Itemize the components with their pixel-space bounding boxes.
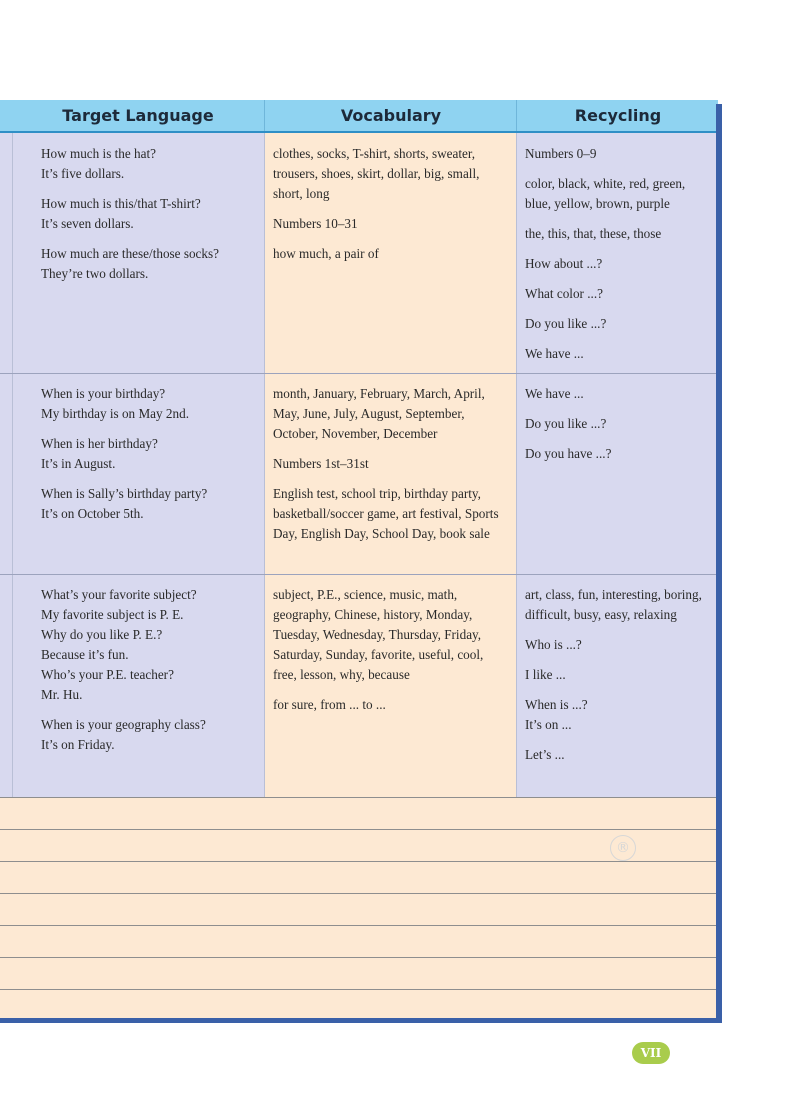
syllabus-table <box>0 100 718 1020</box>
row1-vocabulary <box>273 144 509 274</box>
recycling-item: When is ...? It’s on ... <box>525 697 588 732</box>
vocab-item: English test, school trip, birthday party, basketball/soccer game, art festival, Sports Day, English Day, School Day, book sale <box>273 486 499 541</box>
notes-lined-area <box>0 797 718 1018</box>
target-item: How much are these/those socks? They’re two dollars. <box>41 246 219 281</box>
row2-recycling <box>525 384 713 474</box>
note-line <box>0 989 718 990</box>
row3-recycling <box>525 585 713 775</box>
vocab-item: Numbers 10–31 <box>273 216 358 231</box>
recycling-item: What color ...? <box>525 286 603 301</box>
recycling-item: I like ... <box>525 667 566 682</box>
left-margin-strip <box>0 133 12 797</box>
target-item: When is Sally’s birthday party? It’s on October 5th. <box>41 486 208 521</box>
target-item: When is her birthday? It’s in August. <box>41 436 158 471</box>
row2-vocabulary <box>273 384 509 554</box>
recycling-item: art, class, fun, interesting, boring, difficult, busy, easy, relaxing <box>525 587 702 622</box>
row1-target-language <box>41 144 261 294</box>
row3-target-language <box>41 585 261 765</box>
target-item: How much is this/that T-shirt? It’s seven dollars. <box>41 196 201 231</box>
target-item: When is your geography class? It’s on Friday. <box>41 717 206 752</box>
column-divider <box>516 133 517 797</box>
recycling-item: Do you like ...? <box>525 416 607 431</box>
recycling-item: Who is ...? <box>525 637 582 652</box>
vocab-item: how much, a pair of <box>273 246 379 261</box>
target-item: How much is the hat? It’s five dollars. <box>41 146 156 181</box>
vocab-item: clothes, socks, T-shirt, shorts, sweater, trousers, shoes, skirt, dollar, big, small, short, long <box>273 146 480 201</box>
row3-vocabulary <box>273 585 509 725</box>
column-divider <box>264 133 265 797</box>
note-line <box>0 925 718 926</box>
table-border-bottom <box>0 1018 722 1023</box>
header-recycling: Recycling <box>516 100 719 131</box>
recycling-item: Let’s ... <box>525 747 565 762</box>
note-line <box>0 829 718 830</box>
vocab-item: month, January, February, March, April, May, June, July, August, September, October, November, December <box>273 386 485 441</box>
recycling-item: Numbers 0–9 <box>525 146 597 161</box>
page-number-badge: VII <box>632 1042 670 1064</box>
recycling-item: We have ... <box>525 346 584 361</box>
vocab-item: subject, P.E., science, music, math, geography, Chinese, history, Monday, Tuesday, Wednesday, Thursday, Friday, Saturday, Sunday, favorite, useful, cool, free, lesson, why, because <box>273 587 484 682</box>
table-border-right <box>716 104 722 1022</box>
target-item: When is your birthday? My birthday is on May 2nd. <box>41 386 189 421</box>
recycling-item: Do you have ...? <box>525 446 612 461</box>
recycling-item: Do you like ...? <box>525 316 607 331</box>
recycling-item: How about ...? <box>525 256 603 271</box>
vocab-item: for sure, from ... to ... <box>273 697 386 712</box>
header-target-language: Target Language <box>62 106 214 125</box>
recycling-item: We have ... <box>525 386 584 401</box>
column-divider <box>12 133 13 797</box>
row2-target-language <box>41 384 261 534</box>
row-separator <box>0 574 718 575</box>
header-vocabulary: Vocabulary <box>264 100 517 131</box>
note-line <box>0 861 718 862</box>
target-item: What’s your favorite subject? My favorite subject is P. E. Why do you like P. E.? Because it’s fun. Who’s your P.E. teacher? Mr. Hu. <box>41 587 197 702</box>
table-header <box>0 100 718 133</box>
note-line <box>0 893 718 894</box>
recycling-item: color, black, white, red, green, blue, yellow, brown, purple <box>525 176 686 211</box>
vocab-item: Numbers 1st–31st <box>273 456 369 471</box>
recycling-item: the, this, that, these, those <box>525 226 662 241</box>
row1-recycling <box>525 144 713 374</box>
note-line <box>0 797 718 798</box>
registered-watermark: ® <box>610 835 636 861</box>
note-line <box>0 957 718 958</box>
